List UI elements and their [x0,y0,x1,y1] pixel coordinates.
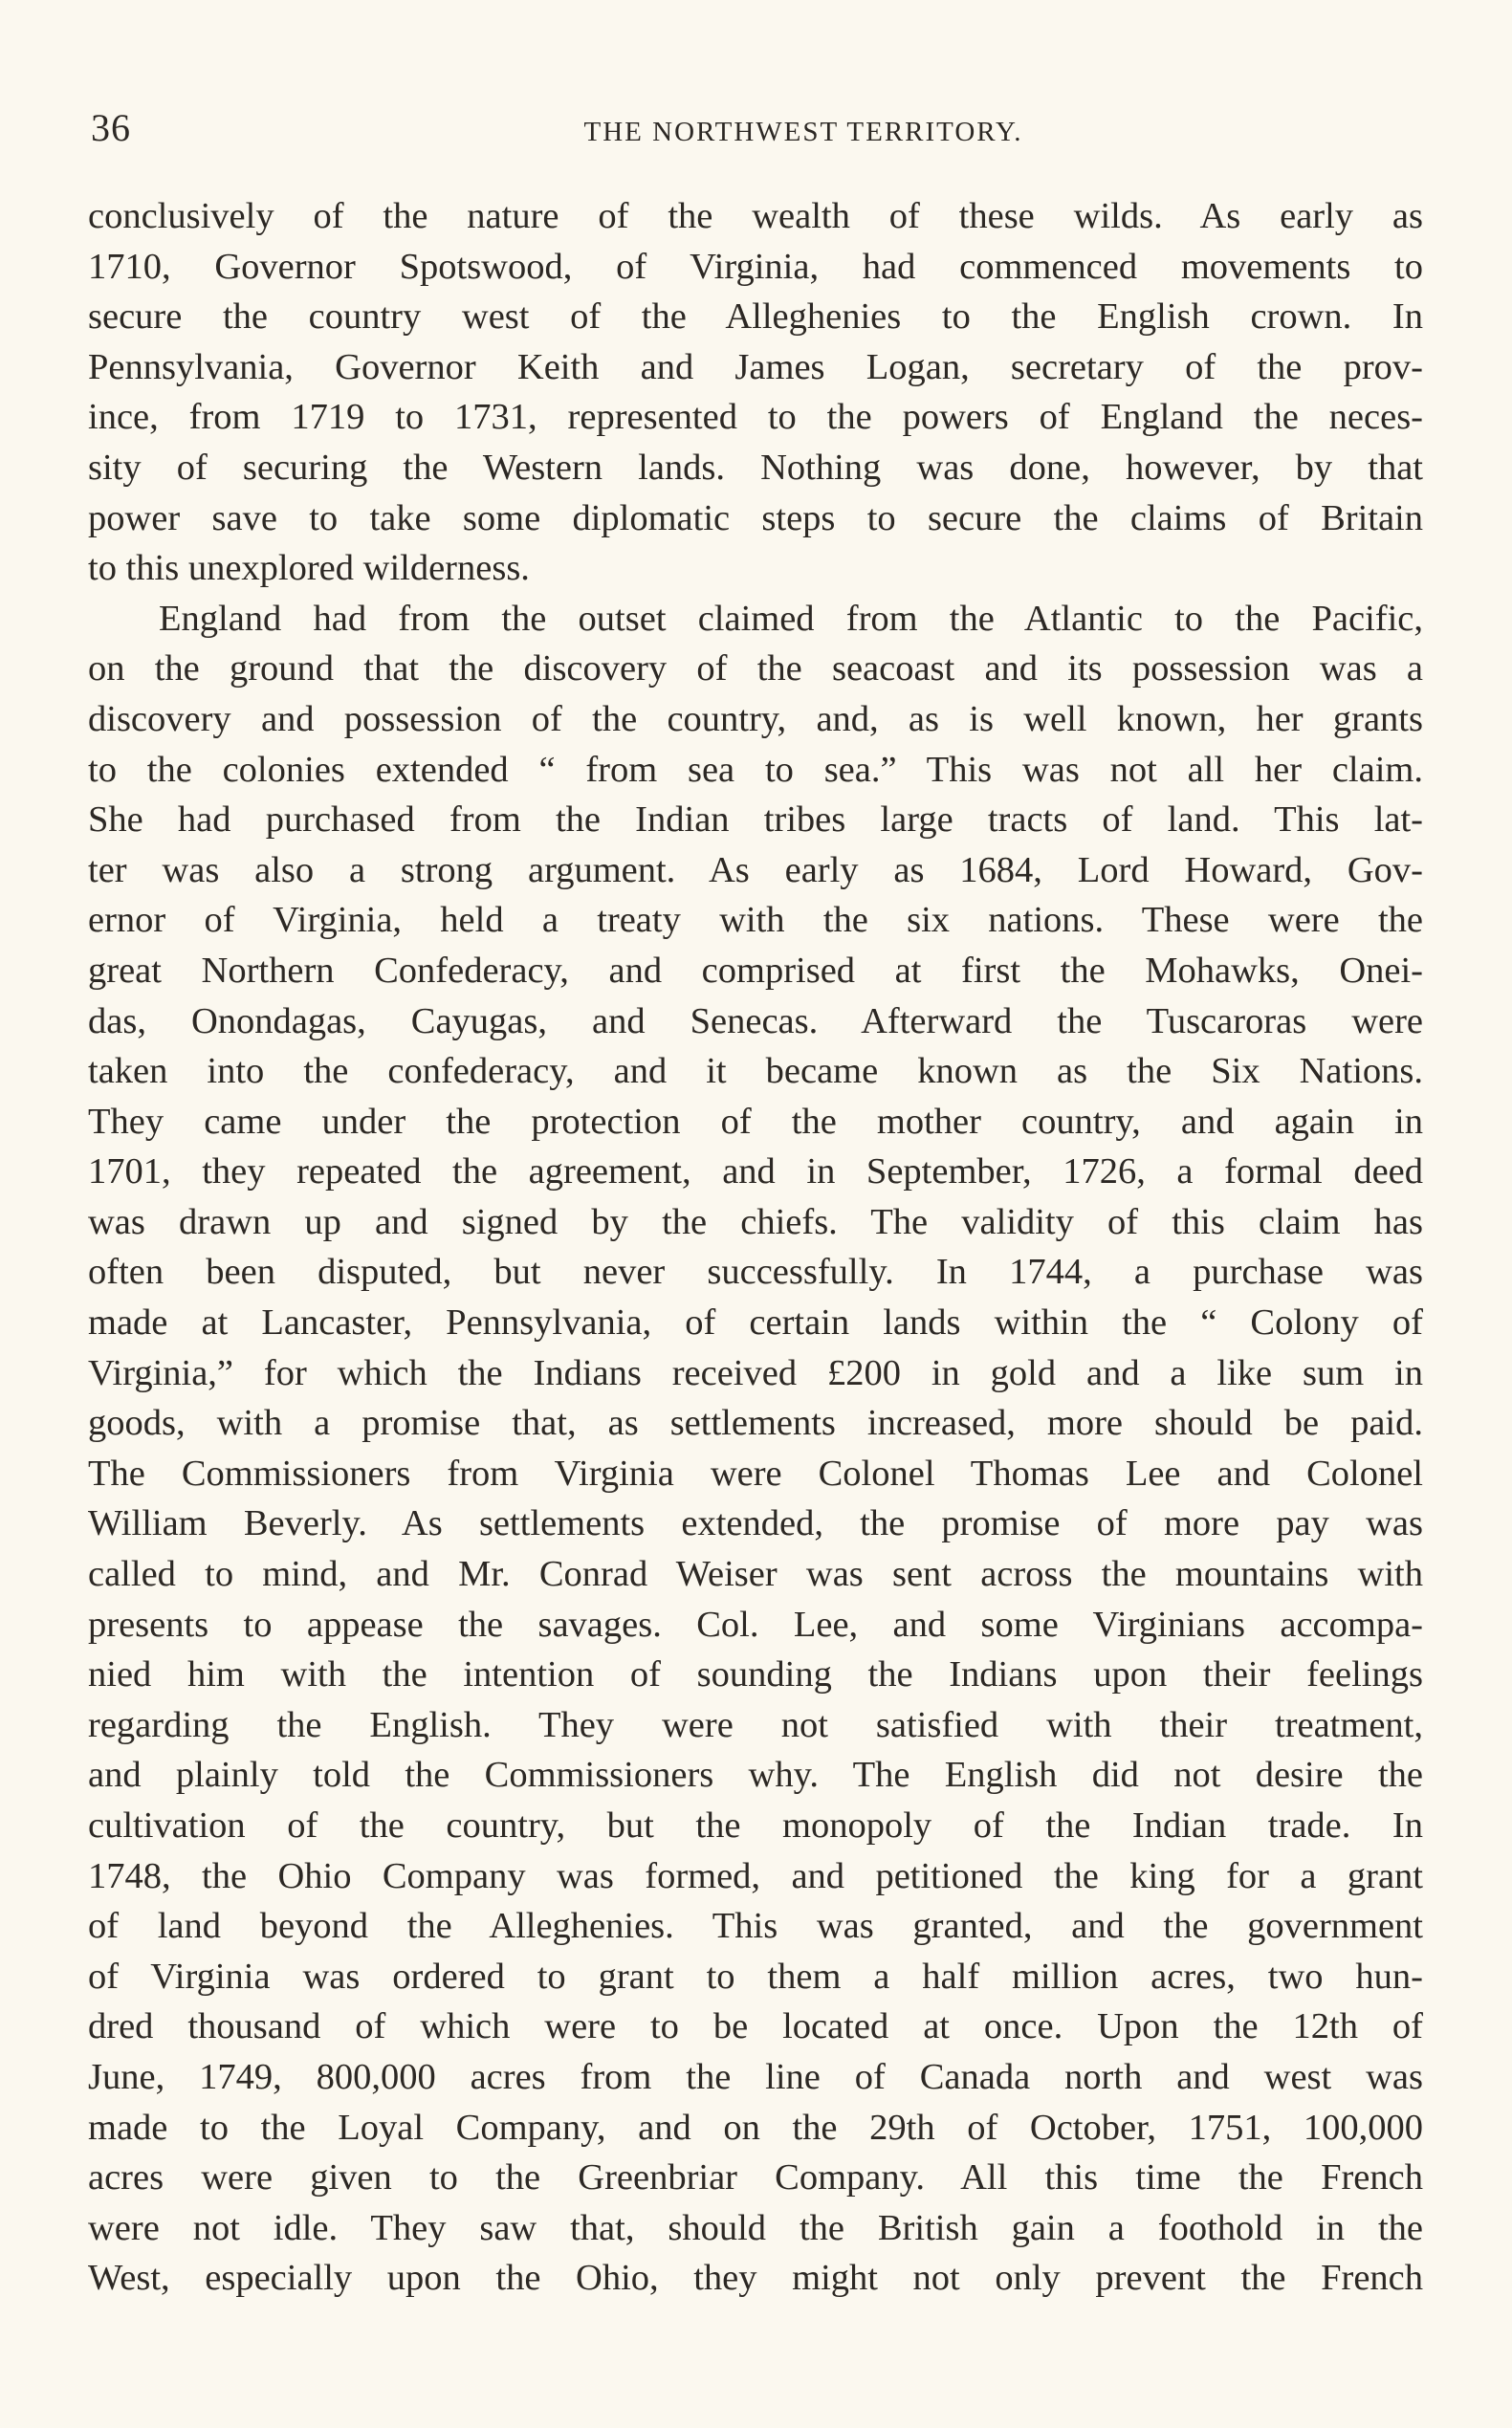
text-line: made to the Loyal Company, and on the 29th of October, 1751, 100,000 [88,2107,1423,2148]
text-line: She had purchased from the Indian tribes large tracts of land. This lat- [88,799,1423,841]
text-line: power save to take some diplomatic steps to secure the claims of Britain [88,497,1423,538]
text-line: and plainly told the Commissioners why. The English did not desire the [88,1755,1423,1796]
text-line: made at Lancaster, Pennsylvania, of certain lands within the “ Colony of [88,1302,1423,1344]
text-line: The Commissioners from Virginia were Colonel Thomas Lee and Colonel [88,1453,1423,1494]
text-line: 1701, they repeated the agreement, and in September, 1726, a formal deed [88,1151,1423,1192]
text-line: goods, with a promise that, as settlements increased, more should be paid. [88,1403,1423,1444]
body-text [88,191,1423,2304]
text-line: great Northern Confederacy, and comprised at first the Mohawks, Onei- [88,950,1423,991]
text-line: West, especially upon the Ohio, they might not only prevent the French [88,2258,1423,2299]
text-line: called to mind, and Mr. Conrad Weiser was sent across the mountains with [88,1554,1423,1595]
text-line: was drawn up and signed by the chiefs. The validity of this claim has [88,1201,1423,1242]
text-line: presents to appease the savages. Col. Lee, and some Virginians accompa- [88,1604,1423,1645]
text-line: Pennsylvania, Governor Keith and James Logan, secretary of the prov- [88,346,1423,387]
text-line: ernor of Virginia, held a treaty with the six nations. These were the [88,900,1423,941]
text-line: to this unexplored wilderness. [88,548,530,589]
text-line: dred thousand of which were to be located at once. Upon the 12th of [88,2006,1423,2047]
text-line: 1710, Governor Spotswood, of Virginia, had commenced movements to [88,246,1423,287]
text-line: of Virginia was ordered to grant to them a half million acres, two hun- [88,1956,1423,1997]
text-line: 1748, the Ohio Company was formed, and petitioned the king for a grant [88,1855,1423,1896]
text-line: regarding the English. They were not satisfied with their treatment, [88,1704,1423,1745]
text-line: of land beyond the Alleghenies. This was granted, and the government [88,1906,1423,1947]
text-line-paragraph-start: England had from the outset claimed from the Atlantic to the Pacific, [159,598,1423,639]
text-line: nied him with the intention of sounding the Indians upon their feelings [88,1654,1423,1695]
text-line: William Beverly. As settlements extended, the promise of more pay was [88,1503,1423,1544]
text-line: were not idle. They saw that, should the British gain a foothold in the [88,2207,1423,2248]
text-line: taken into the confederacy, and it became known as the Six Nations. [88,1051,1423,1092]
running-head: THE NORTHWEST TERRITORY. [583,117,1023,147]
text-line: to the colonies extended “ from sea to sea.” This was not all her claim. [88,749,1423,790]
text-line: discovery and possession of the country, and, as is well known, her grants [88,698,1423,739]
text-line: sity of securing the Western lands. Nothing was done, however, by that [88,447,1423,488]
page-number: 36 [91,106,131,149]
text-line: das, Onondagas, Cayugas, and Senecas. Afterward the Tuscaroras were [88,1000,1423,1041]
text-line: acres were given to the Greenbriar Company. All this time the French [88,2157,1423,2198]
text-line: conclusively of the nature of the wealth of these wilds. As early as [88,196,1423,236]
text-line: on the ground that the discovery of the seacoast and its possession was a [88,648,1423,689]
text-line: They came under the protection of the mother country, and again in [88,1101,1423,1142]
text-line: ince, from 1719 to 1731, represented to the powers of England the neces- [88,397,1423,438]
text-line: secure the country west of the Alleghenies to the English crown. In [88,296,1423,338]
text-line: cultivation of the country, but the monopoly of the Indian trade. In [88,1805,1423,1846]
text-line: ter was also a strong argument. As early as 1684, Lord Howard, Gov- [88,849,1423,890]
text-line: June, 1749, 800,000 acres from the line of Canada north and west was [88,2056,1423,2097]
text-line: Virginia,” for which the Indians received £200 in gold and a like sum in [88,1352,1423,1393]
text-line: often been disputed, but never successfully. In 1744, a purchase was [88,1252,1423,1293]
